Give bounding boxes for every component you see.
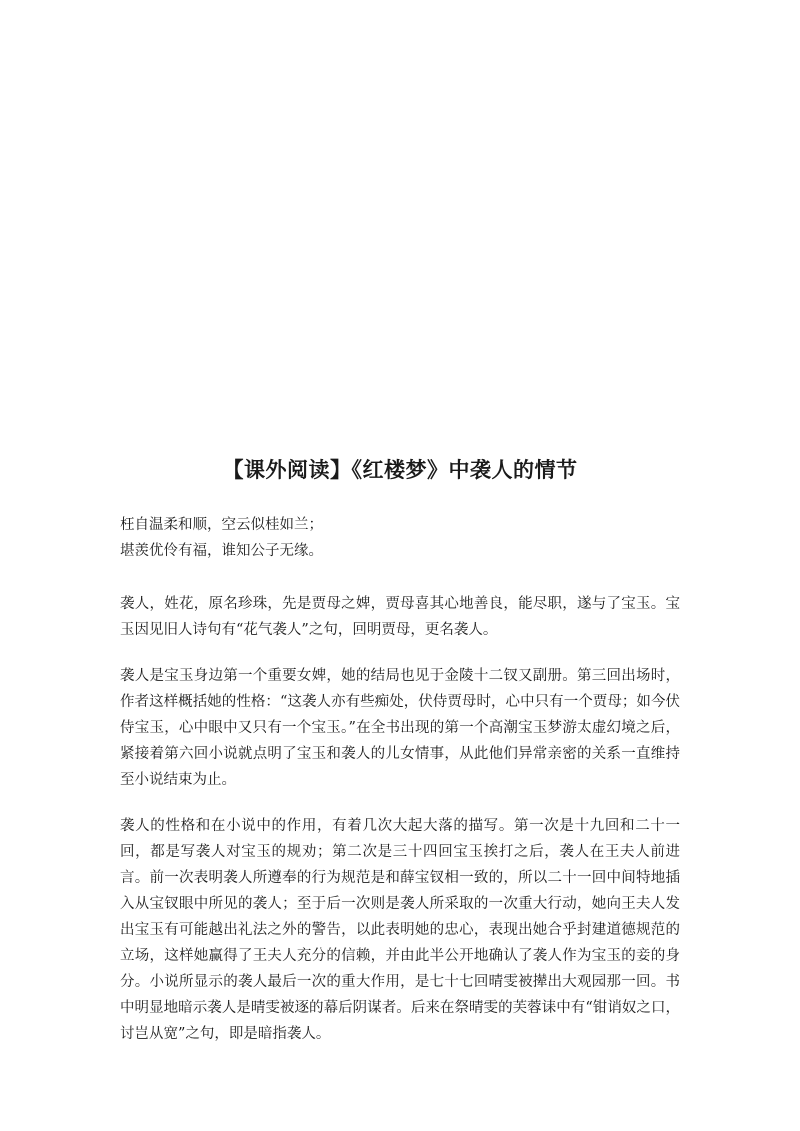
poem-block	[120, 512, 680, 564]
paragraph: 袭人，姓花，原名珍珠，先是贾母之婢，贾母喜其心地善良，能尽职，遂与了宝玉。宝玉因见旧人诗句有“花气袭人”之句，回明贾母，更名袭人。	[120, 596, 680, 638]
body-text	[120, 591, 680, 1067]
poem-line: 枉自温柔和顺，空云似桂如兰；	[120, 517, 323, 533]
document-title: 【课外阅读】《红楼梦》中袭人的情节	[222, 458, 578, 482]
paragraph: 袭人是宝玉身边第一个重要女婢，她的结局也见于金陵十二钗又副册。第三回出场时，作者这样概括她的性格：“这袭人亦有些痴处，伏侍贾母时，心中只有一个贾母；如今伏侍宝玉，心中眼中又只有一个宝玉。”在全书出现的第一个高潮宝玉梦游太虚幻境之后，紧接着第六回小说就点明了宝玉和袭人的儿女情事，从此他们异常亲密的关系一直维持至小说结束为止。	[120, 668, 680, 788]
paragraph: 袭人的性格和在小说中的作用，有着几次大起大落的描写。第一次是十九回和二十一回，都是写袭人对宝玉的规劝；第二次是三十四回宝玉挨打之后，袭人在王夫人前进言。前一次表明袭人所遵奉的行为规范是和薛宝钗相一致的，所以二十一回中间特地插入从宝钗眼中所见的袭人；至于后一次则是袭人所采取的一次重大行动，她向王夫人发出宝玉有可能越出礼法之外的警告，以此表明她的忠心，表现出她合乎封建道德规范的立场，这样她赢得了王夫人充分的信赖，并由此半公开地确认了袭人作为宝玉的妾的身分。小说所显示的袭人最后一次的重大作用，是七十七回晴雯被撵出大观园那一回。书中明显地暗示袭人是晴雯被逐的幕后阴谋者。后来在祭晴雯的芙蓉诔中有“钳诮奴之口，讨岂从宽”之句，即是暗指袭人。	[120, 818, 680, 1042]
poem-line: 堪羡优伶有福，谁知公子无缘。	[120, 543, 323, 559]
